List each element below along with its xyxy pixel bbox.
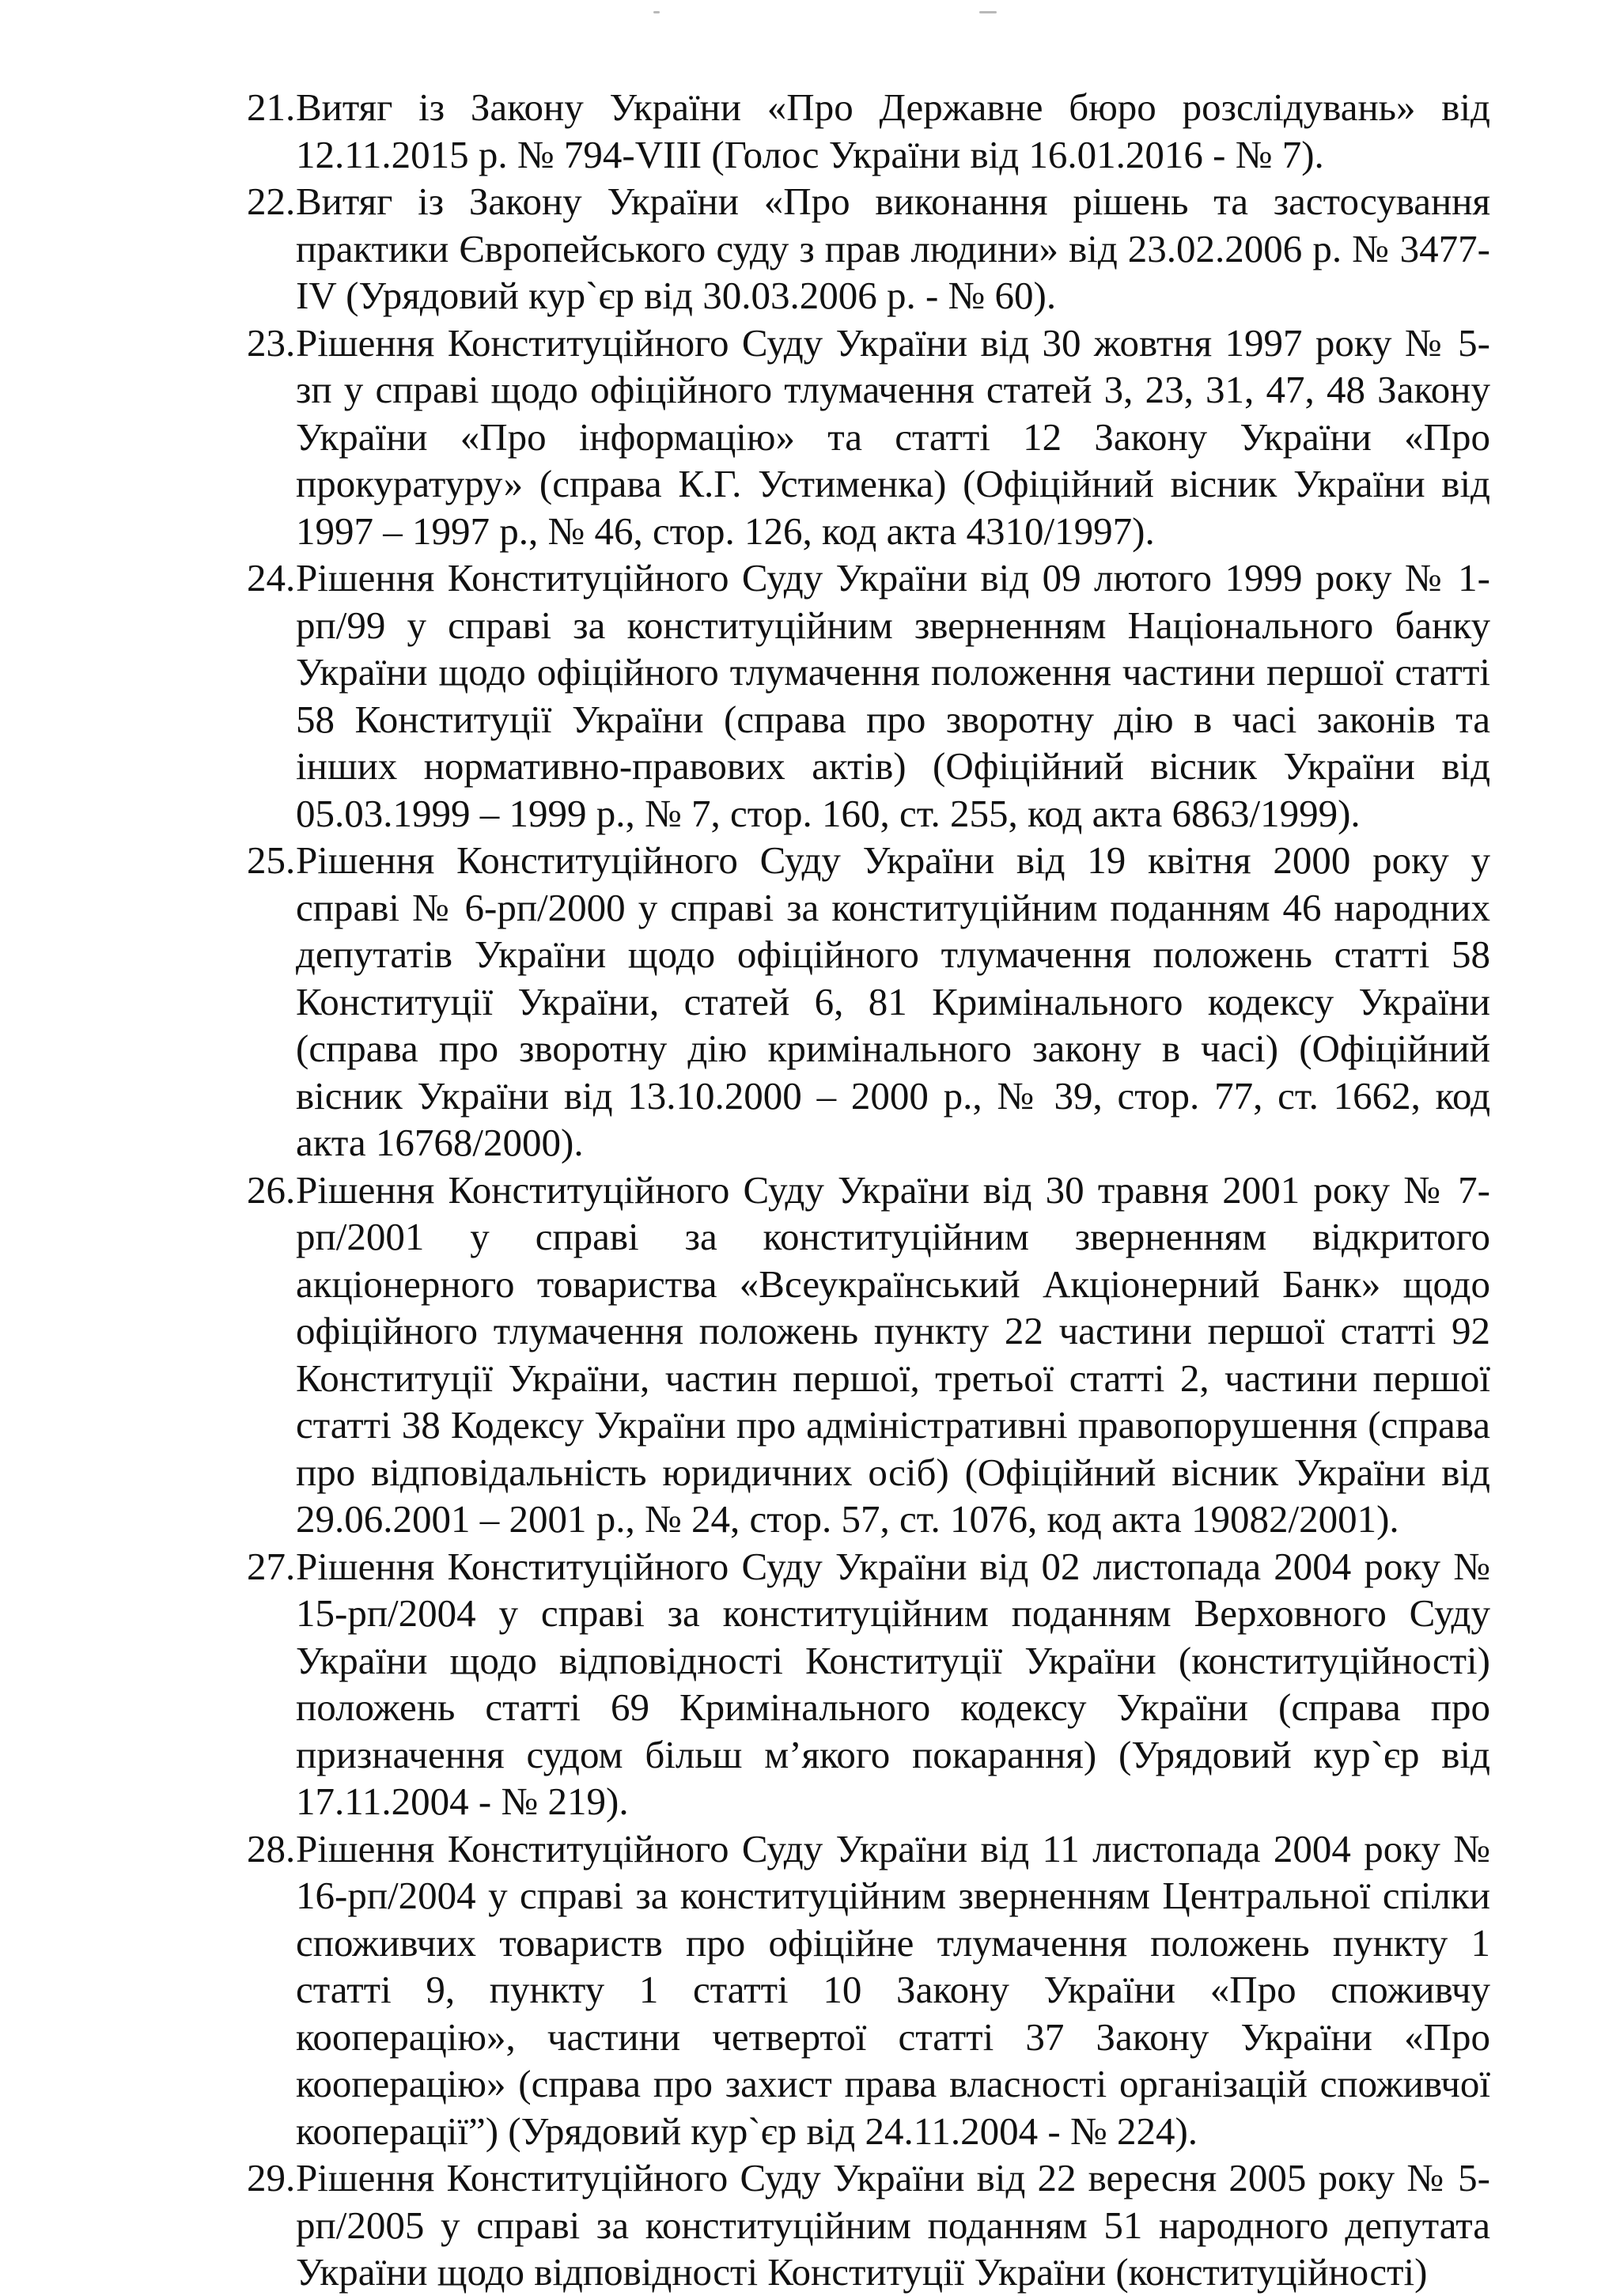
legal-references-list <box>247 84 1490 2296</box>
list-item <box>247 1825 1490 2155</box>
scan-artifact <box>653 11 660 13</box>
list-item <box>247 554 1490 837</box>
item-text: Рішення Конституційного Суду України від 11 листопада 2004 року № 16-рп/2004 у справі за конституційним зверненням Центральної спілки споживчих товариств про офіційне тлумачення положень пункту 1 статті 9, пункту 1 статті 10 Закону України «Про споживчу кооперацію», частини четвертої статті 37 Закону України «Про кооперацію» (справа про захист права власності організацій споживчої кооперації”) (Урядовий кур`єр від 24.11.2004 - № 224). <box>296 1826 1490 2153</box>
item-text: Рішення Конституційного Суду України від 30 травня 2001 року № 7-рп/2001 у справі за конституційним зверненням відкритого акціонерного товариства «Всеукраїнський Акціонерний Банк» щодо офіційного тлумачення положень пункту 22 частини першої статті 92 Конституції України, частин першої, третьої статті 2, частини першої статті 38 Кодексу України про адміністративні правопорушення (справа про відповідальність юридичних осіб) (Офіційний вісник України від 29.06.2001 – 2001 р., № 24, стор. 57, ст. 1076, код акта 19082/2001). <box>296 1167 1490 1541</box>
item-text: Рішення Конституційного Суду України від 22 вересня 2005 року № 5-рп/2005 у справі за конституційним поданням 51 народного депутата України щодо відповідності Конституції України (конституційності) <box>296 2156 1490 2294</box>
item-text: Витяг із Закону України «Про виконання рішень та застосування практики Європейського суду з прав людини» від 23.02.2006 р. № 3477-IV (Урядовий кур`єр від 30.03.2006 р. - № 60). <box>296 180 1490 317</box>
item-number: 26. <box>247 1167 296 1212</box>
item-text: Витяг із Закону України «Про Державне бюро розслідувань» від 12.11.2015 р. № 794-VIII (Голос України від 16.01.2016 - № 7). <box>296 85 1490 176</box>
list-item <box>247 178 1490 320</box>
item-number: 28. <box>247 1826 296 1870</box>
item-text: Рішення Конституційного Суду України від 09 лютого 1999 року № 1-рп/99 у справі за конституційним зверненням Національного банку України щодо офіційного тлумачення положення частини першої статті 58 Конституції України (справа про зворотну дію в часі законів та інших нормативно-правових актів) (Офіційний вісник України від 05.03.1999 – 1999 р., № 7, стор. 160, ст. 255, код акта 6863/1999). <box>296 556 1490 835</box>
item-text: Рішення Конституційного Суду України від 19 квітня 2000 року у справі № 6-рп/2000 у справі за конституційним поданням 46 народних депутатів України щодо офіційного тлумачення положень статті 58 Конституції України, статей 6, 81 Кримінального кодексу України (справа про зворотну дію кримінального закону в часі) (Офіційний вісник України від 13.10.2000 – 2000 р., № 39, стор. 77, ст. 1662, код акта 16768/2000). <box>296 838 1490 1164</box>
list-item <box>247 1543 1490 1825</box>
item-number: 29. <box>247 2156 296 2200</box>
item-number: 27. <box>247 1544 296 1588</box>
item-text: Рішення Конституційного Суду України від 02 листопада 2004 року № 15-рп/2004 у справі за конституційним поданням Верховного Суду України щодо відповідності Конституції України (конституційності) положень статті 69 Кримінального кодексу України (справа про призначення судом більш м’якого покарання) (Урядовий кур`єр від 17.11.2004 - № 219). <box>296 1544 1490 1823</box>
item-text: Рішення Конституційного Суду України від 30 жовтня 1997 року № 5-зп у справі щодо офіційного тлумачення статей 3, 23, 31, 47, 48 Закону України «Про інформацію» та статті 12 Закону України «Про прокуратуру» (справа К.Г. Устименка) (Офіційний вісник України від 1997 – 1997 р., № 46, стор. 126, код акта 4310/1997). <box>296 320 1490 553</box>
item-number: 23. <box>247 320 296 365</box>
item-number: 25. <box>247 838 296 882</box>
list-item <box>247 1167 1490 1543</box>
list-item <box>247 320 1490 555</box>
list-item <box>247 2154 1490 2296</box>
list-item <box>247 837 1490 1167</box>
item-number: 24. <box>247 556 296 600</box>
item-number: 22. <box>247 180 296 223</box>
scan-artifact <box>979 11 997 13</box>
item-number: 21. <box>247 85 296 129</box>
list-item <box>247 84 1490 178</box>
